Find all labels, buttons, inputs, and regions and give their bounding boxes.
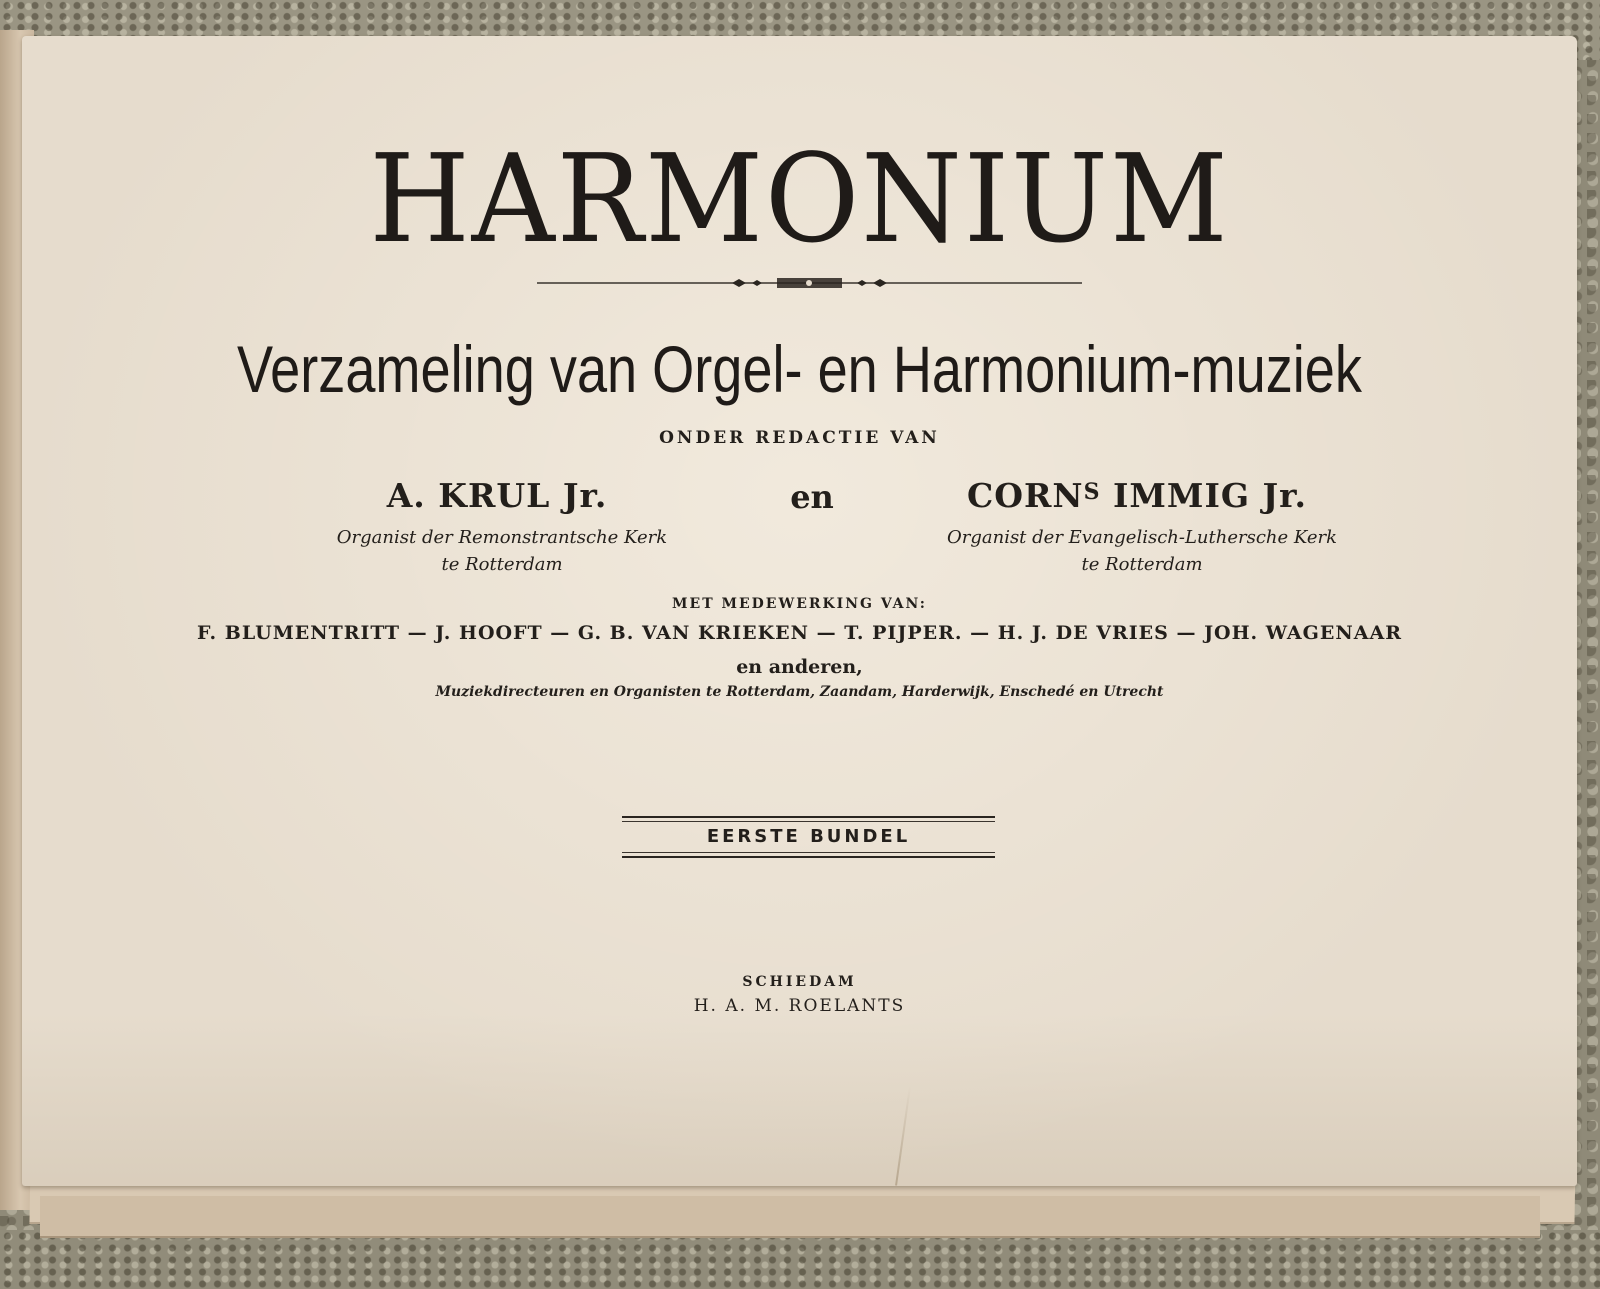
publisher-name: H. A. M. ROELANTS	[693, 996, 906, 1016]
editor-krul-role-line2: te Rotterdam	[441, 554, 563, 575]
carpet-background-bottom	[0, 1230, 1600, 1289]
contributors-list: F. BLUMENTRITT — J. HOOFT — G. B. VAN KRIEKEN — T. PIJPER. — H. J. DE VRIES — JOH. WAGENAAR	[196, 622, 1403, 644]
page-title: HARMONIUM	[369, 128, 1230, 271]
title-page	[22, 36, 1577, 1186]
others-label: en anderen,	[736, 656, 863, 678]
editor-krul: A. KRUL Jr.	[386, 476, 608, 515]
editor-immig-role-line1: Organist der Evangelisch-Luthersche Kerk	[946, 527, 1337, 548]
editor-krul-role	[302, 524, 702, 578]
editor-immig-role	[907, 524, 1377, 578]
editor-krul-role-line1: Organist der Remonstrantsche Kerk	[336, 527, 668, 548]
editor-immig-role-line2: te Rotterdam	[1081, 554, 1203, 575]
editor-immig-prefix: CORN	[966, 476, 1084, 515]
collaboration-label: MET MEDEWERKING VAN:	[672, 596, 927, 612]
publisher-city: SCHIEDAM	[742, 974, 857, 990]
bundle-label: EERSTE BUNDEL	[706, 826, 911, 847]
editor-immig-superscript: S	[1083, 479, 1101, 505]
ornament-divider-icon	[537, 274, 1082, 292]
connector-en: en	[790, 478, 834, 516]
paper-crease	[895, 1086, 911, 1185]
editor-immig	[917, 476, 1357, 515]
page-stack-lower	[40, 1196, 1540, 1238]
editorship-label: ONDER REDACTIE VAN	[659, 428, 940, 448]
bundle-frame	[622, 816, 995, 858]
directors-line: Muziekdirecteuren en Organisten te Rotterdam, Zaandam, Harderwijk, Enschedé en Utrecht	[435, 684, 1164, 700]
subtitle: Verzameling van Orgel- en Harmonium-muziek	[237, 332, 1362, 406]
editor-immig-suffix: IMMIG Jr.	[1100, 476, 1308, 515]
